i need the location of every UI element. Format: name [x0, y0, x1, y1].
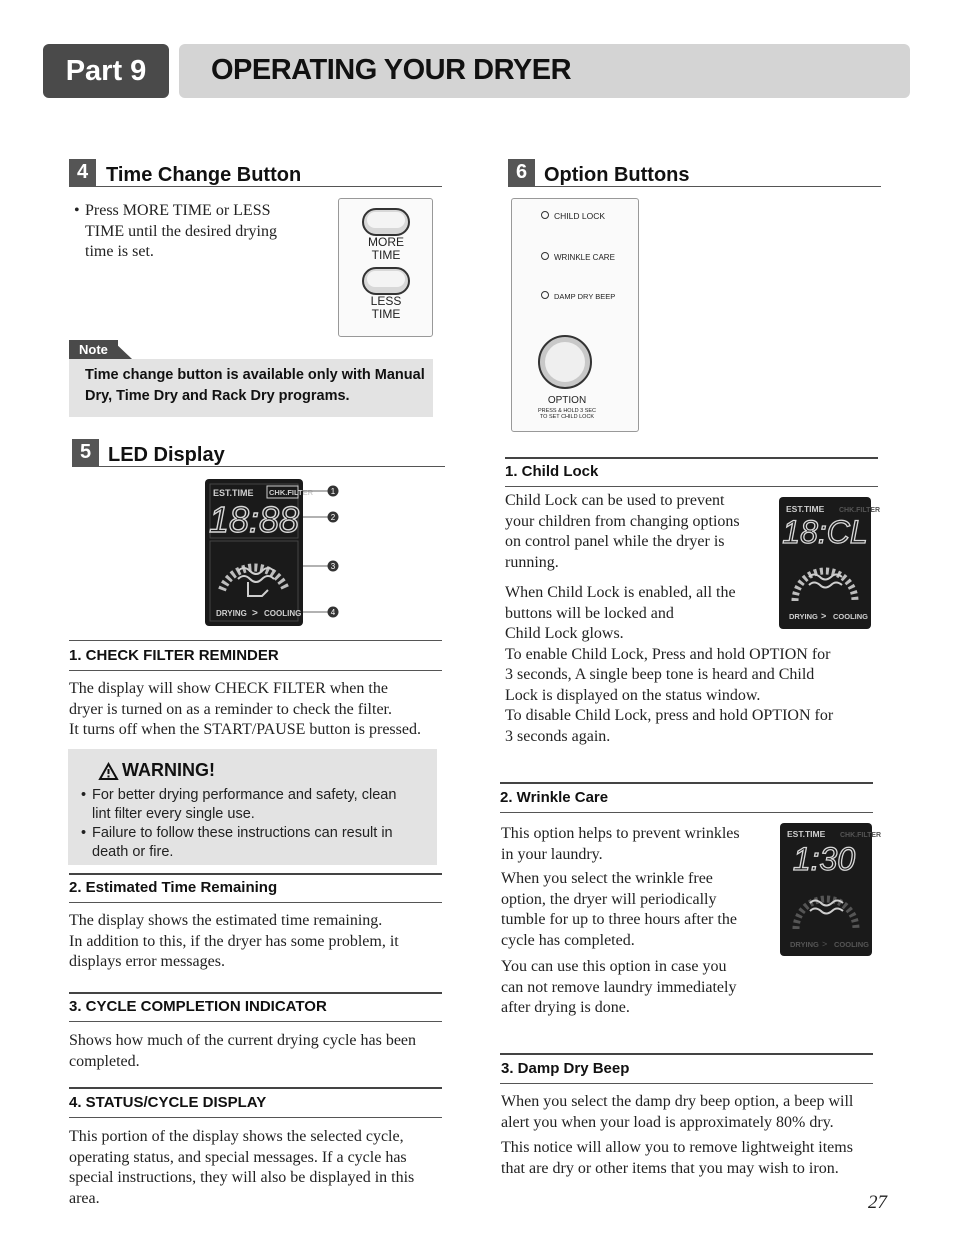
text-line: Lock is displayed on the status window. — [505, 686, 761, 704]
est-time-label: EST.TIME — [213, 488, 254, 498]
arrow-glyph: > — [252, 608, 258, 619]
warning-line: lint filter every single use. — [92, 806, 255, 822]
status-display-text — [69, 1127, 414, 1209]
text-line: on control panel while the dryer is — [505, 533, 725, 550]
wrinkle-care-digits: 1:30 — [792, 841, 856, 877]
section-number-6: 6 — [508, 159, 535, 186]
time-digits: 18:88 — [208, 499, 300, 540]
text-line: option, the dryer will periodically — [501, 890, 717, 908]
damp-dry-beep-para-1 — [501, 1092, 853, 1133]
bullet-mark: • — [74, 202, 80, 219]
section-rule — [508, 186, 881, 187]
text-line: This notice will allow you to remove lightweight items — [501, 1139, 853, 1156]
wrinkle-care-para-2 — [501, 869, 737, 951]
section-rule — [69, 186, 442, 187]
child-lock-option: CHILD LOCK — [554, 211, 606, 221]
page-number: 27 — [868, 1192, 887, 1213]
text-line: after drying is done. — [501, 999, 630, 1016]
section-title-time-change: Time Change Button — [106, 164, 302, 186]
arrow-glyph: > — [822, 939, 828, 949]
time-button-panel — [338, 198, 433, 337]
wrinkle-care-display — [780, 823, 882, 957]
check-filter-text — [69, 679, 421, 741]
note-tag: Note — [69, 340, 118, 359]
text-line: 3 seconds, A single beep tone is heard and Child — [505, 666, 815, 683]
warning-title: WARNING! — [122, 760, 215, 780]
bullet-line: TIME until the desired drying — [85, 222, 277, 240]
wrinkle-care-para-1 — [501, 824, 740, 865]
more-time-button-highlight — [367, 212, 405, 228]
warning-line: death or fire. — [92, 844, 174, 860]
damp-dry-beep-option: DAMP DRY BEEP — [554, 292, 616, 301]
section-number-5: 5 — [72, 439, 99, 466]
bullet-line: Press MORE TIME or LESS — [85, 202, 271, 219]
part-tab — [43, 44, 169, 98]
text-line: your children from changing options — [505, 512, 740, 530]
child-lock-para-1 — [505, 491, 740, 573]
text-line: When you select the damp dry beep option, a beep will — [501, 1093, 854, 1110]
text-line: The display will show CHECK FILTER when the — [69, 680, 388, 697]
item-rule — [69, 1087, 442, 1089]
item-rule — [505, 457, 878, 459]
cooling-label: COOLING — [834, 940, 869, 949]
option-panel — [511, 198, 639, 432]
item-rule — [69, 873, 442, 875]
text-line: To enable Child Lock, Press and hold OPTION for — [505, 645, 831, 663]
led-display-illustration — [204, 478, 344, 628]
section-title-option-buttons: Option Buttons — [544, 164, 690, 186]
less-time-button-highlight — [367, 271, 405, 287]
less-time-label-2: TIME — [371, 307, 401, 321]
drying-label: DRYING — [789, 612, 818, 621]
damp-dry-beep-led — [542, 292, 549, 299]
text-line: alert you when your load is approximately 80% dry. — [501, 1113, 834, 1131]
text-line: displays error messages. — [69, 953, 225, 970]
more-time-label-2: TIME — [371, 248, 401, 262]
text-line: completed. — [69, 1052, 140, 1070]
item-rule — [500, 812, 873, 813]
child-lock-display — [779, 497, 881, 630]
text-line: buttons will be locked and — [505, 604, 674, 622]
callout-lines — [303, 491, 328, 612]
item-rule — [69, 1021, 442, 1022]
wrinkle-care-para-3 — [501, 957, 736, 1019]
child-lock-led — [542, 212, 549, 219]
option-button-label: OPTION — [547, 395, 587, 406]
check-filter-heading: 1. CHECK FILTER REMINDER — [69, 647, 279, 664]
cycle-completion-heading: 3. CYCLE COMPLETION INDICATOR — [69, 998, 327, 1015]
more-time-label-1: MORE — [368, 235, 404, 249]
chk-filter-label: CHK.FILTER — [840, 832, 882, 839]
text-line: running. — [505, 553, 559, 571]
est-time-label: EST.TIME — [787, 829, 826, 839]
text-line: area. — [69, 1189, 100, 1207]
warning-icon — [99, 763, 118, 780]
drying-label: DRYING — [216, 609, 247, 618]
text-line: It turns off when the START/PAUSE button is pressed. — [69, 721, 421, 738]
item-rule — [69, 1117, 442, 1118]
text-line: in your laundry. — [501, 845, 603, 863]
text-line: Child Lock can be used to prevent — [505, 492, 725, 509]
option-hint-line: PRESS & HOLD 3 SEC — [537, 408, 597, 414]
est-time-heading: 2. Estimated Time Remaining — [69, 879, 278, 896]
text-line: You can use this option in case you — [501, 958, 727, 975]
text-line: In addition to this, if the dryer has some problem, it — [69, 932, 399, 950]
marker-4-label: 4 — [330, 608, 336, 617]
page-title: OPERATING YOUR DRYER — [211, 54, 572, 86]
text-line: When Child Lock is enabled, all the — [505, 584, 736, 601]
arrow-glyph: > — [821, 611, 827, 621]
chk-filter-label: CHK.FILTER — [839, 507, 881, 514]
section-title-led-display: LED Display — [108, 444, 225, 466]
item-rule — [500, 782, 873, 784]
cooling-label: COOLING — [264, 609, 302, 618]
warning-line: For better drying performance and safety, clean — [92, 787, 397, 803]
section-number-4: 4 — [69, 159, 96, 186]
note-tag-wrapper — [69, 340, 118, 359]
est-time-text — [69, 911, 399, 973]
child-lock-heading: 1. Child Lock — [505, 463, 599, 480]
damp-dry-beep-para-2 — [501, 1138, 853, 1179]
marker-1-label: 1 — [330, 487, 336, 496]
note-box — [69, 359, 433, 417]
warning-box — [68, 749, 437, 865]
text-line: dryer is turned on as a reminder to check the filter. — [69, 700, 392, 718]
option-button-face — [545, 342, 585, 382]
wrinkle-care-led — [542, 253, 549, 260]
item-rule — [500, 1083, 873, 1084]
damp-dry-beep-heading: 3. Damp Dry Beep — [501, 1060, 630, 1077]
text-line: Child Lock glows. — [505, 625, 624, 642]
bullet-line: time is set. — [85, 243, 154, 260]
text-line: can not remove laundry immediately — [501, 978, 737, 996]
cycle-completion-text — [69, 1031, 416, 1072]
chk-filter-label: CHK.FILTER — [269, 488, 314, 497]
wrinkle-care-option: WRINKLE CARE — [554, 253, 615, 262]
text-line: that are dry or other items that you may wish to iron. — [501, 1159, 839, 1177]
item-rule — [500, 1053, 873, 1055]
text-line: special instructions, they will also be displayed in this — [69, 1169, 415, 1186]
cooling-label: COOLING — [833, 612, 868, 621]
item-rule — [69, 670, 442, 671]
est-time-label: EST.TIME — [786, 504, 825, 514]
text-line: Shows how much of the current drying cycle has been — [69, 1032, 417, 1049]
text-line: This portion of the display shows the selected cycle, — [69, 1128, 404, 1145]
text-line: tumble for up to three hours after the — [501, 911, 737, 928]
item-rule — [69, 992, 442, 994]
drying-label: DRYING — [790, 940, 819, 949]
text-line: 3 seconds again. — [505, 727, 611, 745]
note-line: Dry, Time Dry and Rack Dry programs. — [85, 388, 350, 404]
bullet-mark: • — [81, 825, 87, 841]
text-line: When you select the wrinkle free — [501, 870, 713, 887]
status-display-heading: 4. STATUS/CYCLE DISPLAY — [69, 1094, 267, 1111]
option-panel-illustration — [512, 199, 638, 431]
section-rule — [72, 466, 445, 467]
wrinkle-care-heading: 2. Wrinkle Care — [500, 789, 609, 806]
text-line: operating status, and special messages. If a cycle has — [69, 1148, 407, 1166]
marker-2-label: 2 — [330, 513, 336, 522]
time-buttons-illustration — [339, 199, 432, 336]
text-line: cycle has completed. — [501, 931, 635, 949]
note-tag-tail — [112, 340, 132, 359]
text-line: This option helps to prevent wrinkles — [501, 825, 740, 842]
text-line: The display shows the estimated time remaining. — [69, 912, 383, 929]
less-time-label-1: LESS — [370, 294, 402, 308]
item-rule — [505, 486, 878, 487]
child-lock-digits: 18:CL — [782, 514, 868, 550]
part-label: Part 9 — [65, 54, 147, 87]
note-line: Time change button is available only with Manual — [85, 367, 425, 383]
text-line: To disable Child Lock, press and hold OPTION for — [505, 707, 834, 724]
bullet-mark: • — [81, 787, 87, 803]
option-hint-line: TO SET CHILD LOCK — [539, 414, 595, 420]
item-rule — [69, 902, 442, 903]
marker-3-label: 3 — [330, 562, 336, 571]
item-rule — [69, 640, 442, 641]
warning-line: Failure to follow these instructions can result in — [92, 825, 393, 841]
